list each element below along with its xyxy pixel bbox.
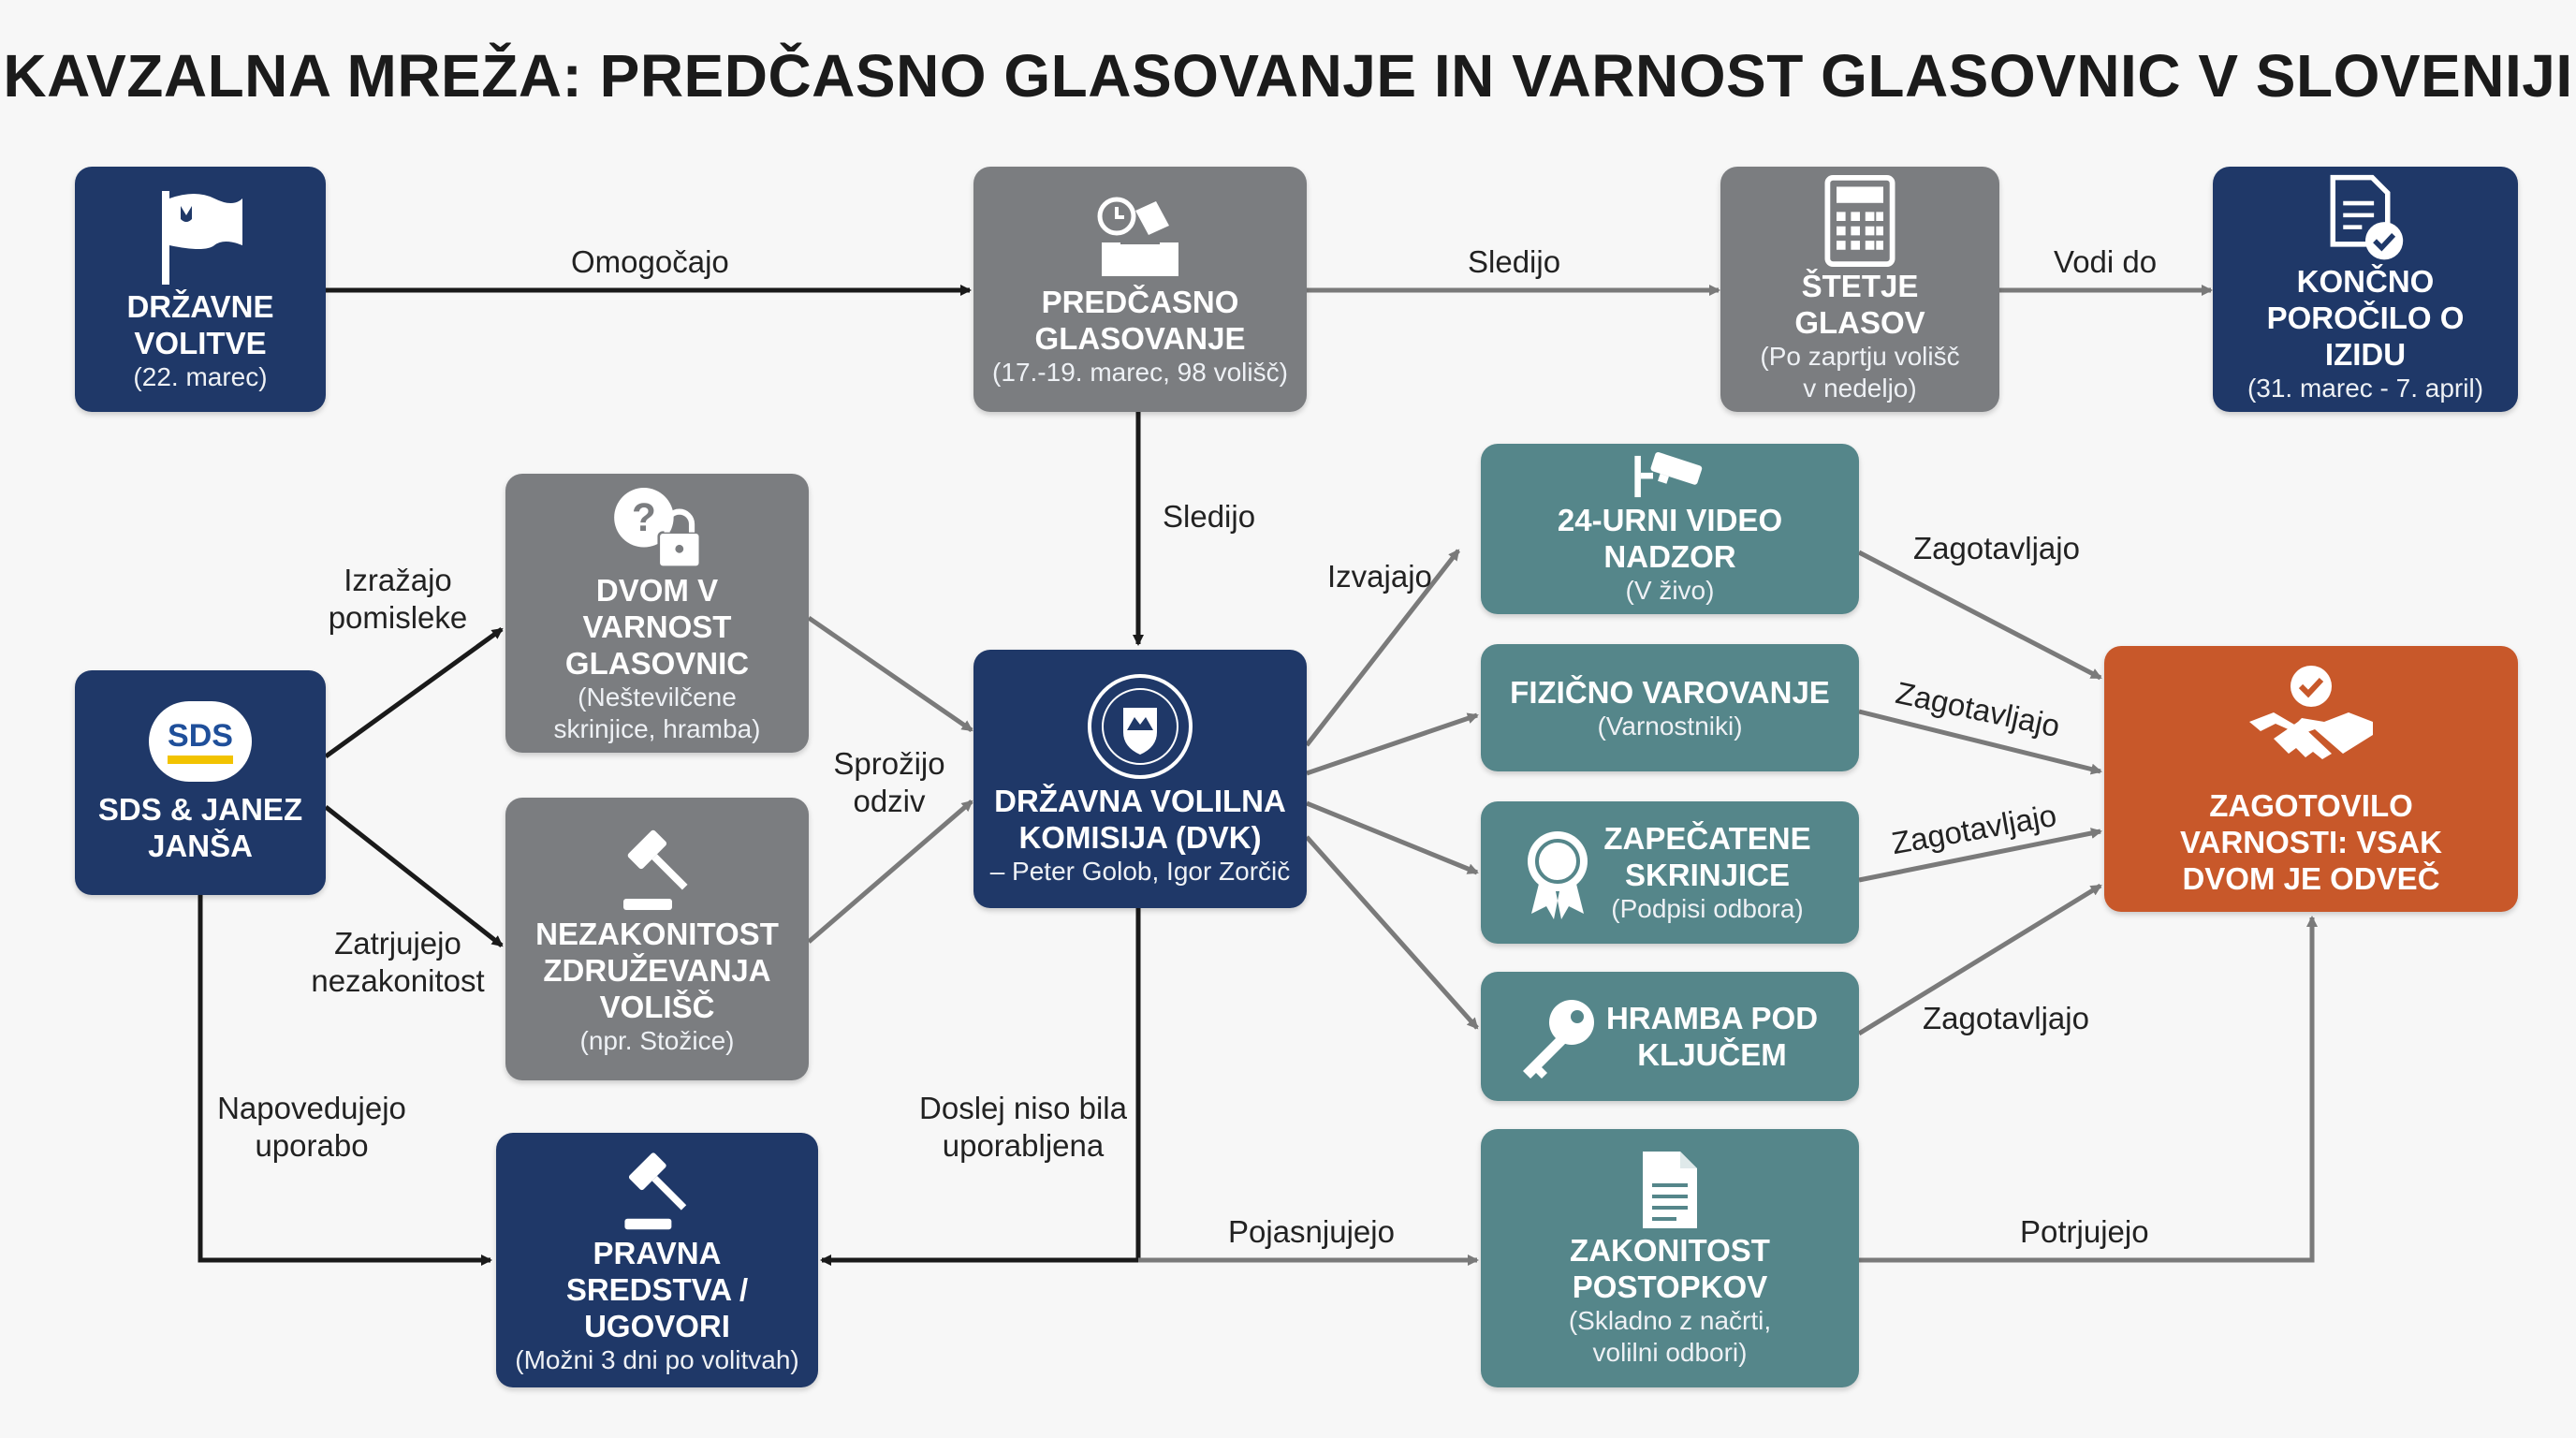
edge-label-zagotavljajo-1: Zagotavljajo — [1913, 531, 2080, 565]
edge-dvk-fizicno — [1307, 715, 1477, 773]
handshake-check-icon — [2246, 662, 2377, 774]
edge-nezakonitost-dvk — [809, 801, 972, 942]
node-subtitle: (Skladno z načrti, volilni odbori) — [1568, 1306, 1772, 1367]
edge-label-zagotavljajo-2: Zagotavljajo — [1893, 674, 2063, 744]
node-title: FIZIČNO VAROVANJE — [1510, 674, 1830, 710]
edge-label-izvajajo: Izvajajo — [1327, 559, 1432, 594]
node-title: NEZAKONITOST ZDRUŽEVANJA VOLIŠČ — [535, 916, 779, 1024]
node-subtitle: – Peter Golob, Igor Zorčič — [989, 857, 1291, 886]
node-title: PREDČASNO GLASOVANJE — [1034, 285, 1246, 356]
edge-label-zatrjujejo: Zatrjujejo nezakonitost — [311, 926, 485, 998]
node-subtitle: (Varnostniki) — [1597, 711, 1743, 741]
ballot-clock-icon — [1089, 190, 1192, 284]
node-sds-jansa[interactable] — [75, 670, 326, 895]
node-subtitle: (V živo) — [1625, 576, 1715, 605]
node-fizicno-varovanje[interactable] — [1481, 644, 1859, 771]
node-dvk[interactable] — [973, 650, 1307, 908]
node-title: ZAGOTOVILO VARNOSTI: VSAK DVOM JE ODVEČ — [2180, 787, 2442, 896]
sds-logo-text: SDS — [168, 717, 233, 754]
node-subtitle: (Možni 3 dni po volitvah) — [515, 1344, 799, 1374]
edge-label-doslej: Doslej niso bila uporabljena — [919, 1091, 1127, 1163]
node-title: DVOM V VARNOST GLASOVNIC — [564, 573, 750, 681]
node-title: 24-URNI VIDEO NADZOR — [1557, 503, 1783, 574]
node-zakonitost-postopkov[interactable] — [1481, 1129, 1859, 1387]
cctv-camera-icon — [1623, 451, 1717, 502]
edge-label-pojasnjujejo: Pojasnjujejo — [1228, 1214, 1395, 1249]
node-video-nadzor[interactable] — [1481, 444, 1859, 614]
edge-label-zagotavljajo-3: Zagotavljajo — [1889, 797, 2059, 861]
node-pravna-sredstva[interactable] — [496, 1133, 818, 1387]
edge-label-potrjujejo: Potrjujejo — [2020, 1214, 2149, 1249]
document-icon — [1637, 1148, 1703, 1232]
document-check-icon — [2319, 174, 2412, 263]
gavel-icon — [610, 1145, 704, 1235]
seal-badge-icon — [1520, 826, 1595, 919]
node-subtitle: (22. marec) — [133, 362, 268, 391]
node-title: ZAKONITOST POSTOPKOV — [1570, 1233, 1770, 1304]
node-title: DRŽAVNE VOLITVE — [126, 289, 274, 360]
node-nezakonitost[interactable] — [505, 798, 809, 1080]
edge-video-zagotovilo — [1859, 552, 2100, 678]
question-lock-icon — [601, 481, 713, 572]
edge-label-sprozijo: Sprožijo odziv — [833, 746, 945, 818]
node-subtitle: (Podpisi odbora) — [1611, 894, 1804, 923]
node-zagotovilo-varnosti[interactable] — [2104, 646, 2518, 912]
node-subtitle: (Neštevilčene skrinjice, hramba) — [553, 682, 761, 743]
edge-label-zagotavljajo-4: Zagotavljajo — [1923, 1001, 2089, 1035]
key-icon — [1515, 994, 1600, 1078]
edge-dvk-pravna — [822, 908, 1138, 1260]
node-subtitle: (31. marec - 7. april) — [2247, 374, 2484, 403]
node-title: SDS & JANEZ JANŠA — [97, 792, 303, 863]
edge-label-napovedujejo: Napovedujejo uporabo — [217, 1091, 406, 1163]
sds-logo-icon — [149, 701, 252, 782]
edge-label-sledijo-down: Sledijo — [1163, 499, 1256, 534]
node-subtitle: (17.-19. marec, 98 volišč) — [992, 358, 1288, 387]
node-subtitle: (Po zaprtju volišč v nedeljo) — [1760, 342, 1960, 403]
page-title: KAVZALNA MREŽA: PREDČASNO GLASOVANJE IN VARNOST GLASOVNIC V SLOVENIJI — [3, 42, 2573, 110]
node-koncno-porocilo[interactable] — [2213, 167, 2518, 412]
edge-label-sledijo-top: Sledijo — [1468, 244, 1561, 279]
node-drzavne-volitve[interactable] — [75, 167, 326, 412]
node-title: HRAMBA POD KLJUČEM — [1605, 1001, 1819, 1072]
edge-label-omogocajo: Omogočajo — [571, 244, 729, 279]
node-title: KONČNO POROČILO O IZIDU — [2266, 264, 2465, 372]
node-title: ZAPEČATENE SKRINJICE — [1603, 821, 1811, 892]
edge-dvk-hramba — [1307, 837, 1477, 1028]
edge-dvom-dvk — [809, 618, 972, 730]
node-hramba-pod-kljucem[interactable] — [1481, 972, 1859, 1101]
state-seal-icon — [1084, 670, 1196, 783]
svg-text:?: ? — [631, 494, 656, 539]
node-subtitle: (npr. Stožice) — [579, 1025, 735, 1055]
node-title: DRŽAVNA VOLILNA KOMISIJA (DVK) — [994, 784, 1286, 855]
node-predcasno-glasovanje[interactable] — [973, 167, 1307, 412]
edge-sds-dvom — [326, 629, 502, 756]
edge-zakonitost-zagotovilo — [1859, 917, 2312, 1260]
flag-icon — [149, 185, 252, 288]
gavel-icon — [610, 822, 704, 916]
node-stetje-glasov[interactable] — [1720, 167, 1999, 412]
edge-label-vodi-do: Vodi do — [2054, 244, 2158, 279]
node-zapecatene-skrinjice[interactable] — [1481, 801, 1859, 944]
node-title: PRAVNA SREDSTVA / UGOVORI — [565, 1235, 749, 1343]
edge-label-izrazajo: Izražajo pomisleke — [328, 563, 468, 635]
calculator-icon — [1822, 174, 1897, 268]
node-dvom-varnost[interactable] — [505, 474, 809, 753]
node-title: ŠTETJE GLASOV — [1794, 269, 1925, 340]
